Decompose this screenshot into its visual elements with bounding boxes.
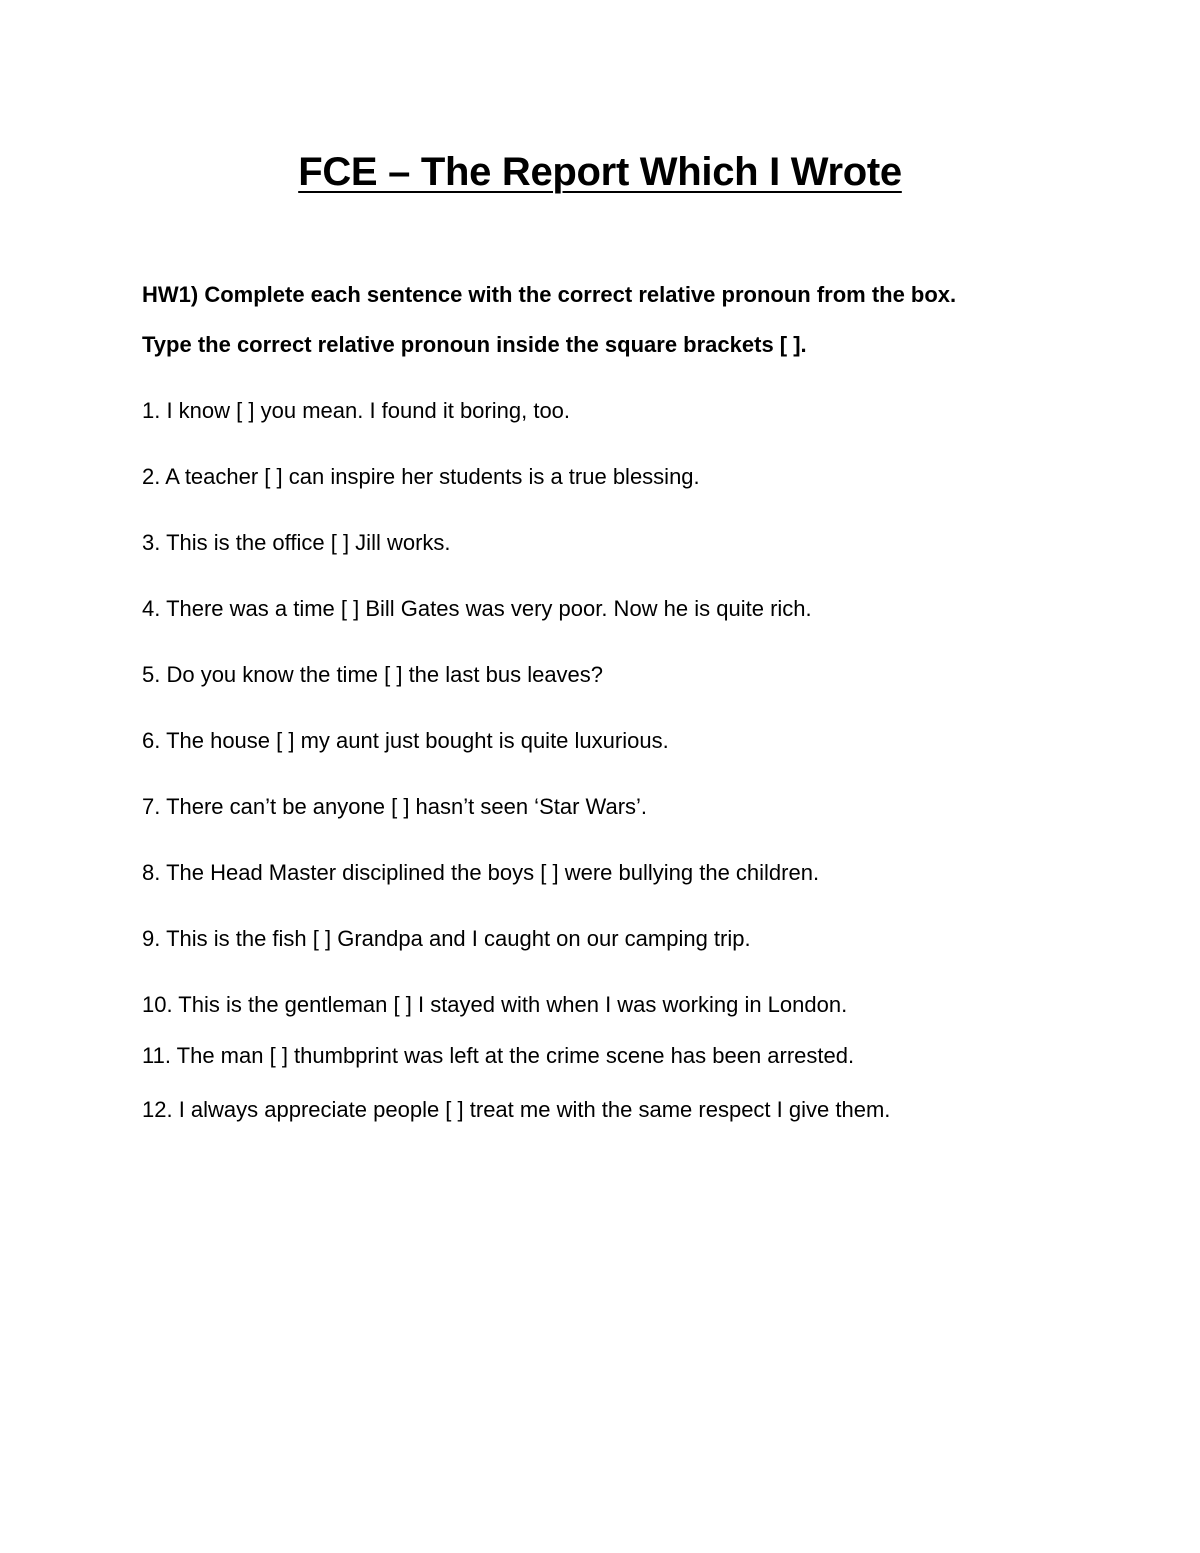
question-10: 10. This is the gentleman [ ] I stayed with when I was working in London. xyxy=(142,992,848,1017)
question-11: 11. The man [ ] thumbprint was left at the crime scene has been arrested. xyxy=(142,1043,855,1068)
question-4: 4. There was a time [ ] Bill Gates was very poor. Now he is quite rich. xyxy=(142,596,812,621)
instruction-line-2: Type the correct relative pronoun inside the square brackets [ ]. xyxy=(142,332,807,357)
instruction-line-1: HW1) Complete each sentence with the correct relative pronoun from the box. xyxy=(142,282,957,307)
question-1: 1. I know [ ] you mean. I found it boring, too. xyxy=(142,398,571,423)
question-9: 9. This is the fish [ ] Grandpa and I caught on our camping trip. xyxy=(142,926,751,951)
question-12: 12. I always appreciate people [ ] treat me with the same respect I give them. xyxy=(142,1097,891,1122)
question-6: 6. The house [ ] my aunt just bought is quite luxurious. xyxy=(142,728,669,753)
page-title: FCE – The Report Which I Wrote xyxy=(298,150,902,194)
question-5: 5. Do you know the time [ ] the last bus leaves? xyxy=(142,662,604,687)
question-7: 7. There can’t be anyone [ ] hasn’t seen ‘Star Wars’. xyxy=(142,794,648,819)
question-2: 2. A teacher [ ] can inspire her students is a true blessing. xyxy=(142,464,700,489)
question-8: 8. The Head Master disciplined the boys [ ] were bullying the children. xyxy=(142,860,820,885)
question-3: 3. This is the office [ ] Jill works. xyxy=(142,530,451,555)
